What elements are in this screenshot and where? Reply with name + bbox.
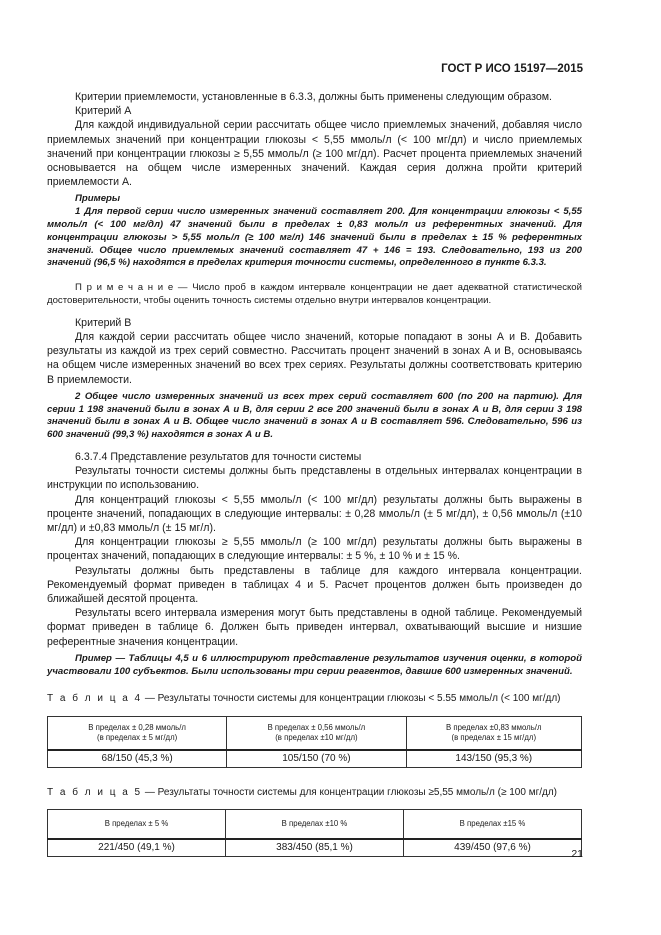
section-paragraph-5: Результаты всего интервала измерения могут быть представлены в одной таблице. Рекомендуемый формат приведен в таблице 6. Должен быть приведен интервал, охватывающий высшие и низшие референтные значения концентрации. — [47, 607, 582, 648]
table4-header-cell — [48, 716, 227, 750]
table4-header-line: (в пределах ±10 мг/дл) — [275, 732, 358, 742]
table-4 — [47, 716, 582, 768]
criterion-b-text: Для каждой серии рассчитать общее число значений, которые попадают в зоны А и В. Добавить результаты из каждой из трех серий совместно. Рассчитать процент значений в зонах А и В, основываясь на общем числе измеренных значений во всех трех сериях. Результаты должны соответствовать критерию В приемлемости. — [47, 331, 582, 386]
section-paragraph-3: Для концентрации глюкозы ≥ 5,55 ммоль/л (≥ 100 мг/дл) результаты должны быть выражены в процентах значений, попадающих в следующие интервалы: ± 5 %, ± 10 % и ± 15 %. — [47, 536, 582, 563]
table-5 — [47, 809, 582, 857]
table4-header-line: В пределах ±0,83 ммоль/л — [446, 722, 542, 732]
table4-label: Т а б л и ц а 4 — [47, 693, 143, 705]
table4-title: — Результаты точности системы для концентрации глюкозы < 5.55 ммоль/л (< 100 мг/дл) — [142, 693, 561, 705]
table4-header-row — [48, 716, 582, 750]
table5-value-cell: 439/450 (97,6 %) — [404, 839, 582, 857]
section-paragraph-1: Результаты точности системы должны быть представлены в отдельных интервалах концентрации в инструкции по использованию. — [47, 465, 582, 492]
note-label: П р и м е ч а н и е — [75, 282, 174, 294]
table5-value-cell: 221/450 (49,1 %) — [48, 839, 226, 857]
section-title: 6.3.7.4 Представление результатов для точности системы — [75, 451, 362, 463]
table4-header-line: В пределах ± 0,28 ммоль/л — [88, 722, 186, 732]
criterion-a-title: Критерий А — [75, 105, 132, 118]
table4-header-line: (в пределах ± 5 мг/дл) — [97, 732, 178, 742]
table5-label: Т а б л и ц а 5 — [47, 786, 143, 798]
table4-value-cell: 105/150 (70 %) — [227, 750, 406, 768]
examples-title: Примеры — [75, 193, 121, 205]
page-content — [47, 90, 582, 857]
section-paragraph-2: Для концентраций глюкозы < 5,55 ммоль/л (< 100 мг/дл) результаты должны быть выражены в проценте значений, попадающих в следующие интервалы: ± 0,28 ммоль/л (± 5 мг/дл), ± 0,56 ммоль/л (±10 мг/дл) и ±0,83 ммоль/л (± 15 мг/л). — [47, 493, 582, 535]
table4-header-cell — [227, 716, 406, 750]
intro-paragraph: Критерии приемлемости, установленные в 6.3.3, должны быть применены следующим образом. — [75, 91, 552, 103]
example-3: Пример — Таблицы 4,5 и 6 иллюстрируют представление результатов изучения оценки, в которой участвовали 100 субъектов. Были использованы три серии реагентов, давшие 600 измеренных значений. — [47, 652, 582, 677]
table4-value-cell: 68/150 (45,3 %) — [48, 750, 227, 768]
page-number: 21 — [571, 848, 583, 860]
section-paragraph-4: Результаты должны быть представлены в таблице для каждого интервала концентрации. Рекомендуемый формат приведен в таблицах 4 и 5. Расчет процентов должен быть произведен до ближайшей десятой процента. — [47, 564, 582, 606]
example-2: 2 Общее число измеренных значений из всех трех серий составляет 600 (по 200 на партию). Для серии 1 198 значений были в зонах А и В, для серии 2 все 200 значений были в зонах А и В, для серии 3 198 значений были в зонах А и В. Общее число значений в зонах А и В составляет 596. Следовательно, 596 из 600 значений (99,3 %) находятся в зонах А и В. — [47, 390, 582, 441]
criterion-a-text: Для каждой индивидуальной серии рассчитать общее число приемлемых значений, добавляя число приемлемых значений при концентрации глюкозы < 5,55 ммоль/л (< 100 мг/дл) и число приемлемых значений при концентрации глюкозы ≥ 5,55 ммоль/л (≥ 100 мг/дл). Расчет процента приемлемых значений основывается на общем числе измеренных значений. Каждая серия должна пройти критерий приемлемости А. — [47, 119, 582, 189]
table4-header-line: (в пределах ± 15 мг/дл) — [451, 732, 537, 742]
table4-value-cell: 143/150 (95,3 %) — [406, 750, 581, 768]
table4-header-cell — [406, 716, 581, 750]
table4-caption — [47, 692, 582, 706]
table5-caption — [47, 786, 582, 800]
table5-header-cell: В пределах ± 5 % — [48, 810, 226, 840]
table5-value-cell: 383/450 (85,1 %) — [226, 839, 404, 857]
table5-header-cell: В пределах ±10 % — [226, 810, 404, 840]
table4-value-row — [48, 750, 582, 768]
example-1: 1 Для первой серии число измеренных значений составляет 200. Для концентрации глюкозы < 5,55 ммоль/л (< 100 мг/дл) 47 значений были в пределах ± 0,83 моль/л из референтных значений. Для концентрации глюкозы > 5,55 моль/л (≥ 100 мг/л) 146 значений были в пределах ± 15 % референтных значений. Общее число приемлемых значений составляет 47 + 146 = 193. Следовательно, 193 из 200 значений (96,5 %) находятся в пределах критерия точности системы, определенного в пункте 6.3.3. — [47, 206, 582, 269]
table5-value-row — [48, 839, 582, 857]
standard-header: ГОСТ Р ИСО 15197—2015 — [441, 63, 583, 75]
criterion-b-title: Критерий В — [75, 316, 132, 329]
table5-header-cell: В пределах ±15 % — [404, 810, 582, 840]
table4-header-line: В пределах ± 0,56 ммоль/л — [267, 722, 366, 732]
note-text: — Число проб в каждом интервале концентрации не дает адекватной статистической достоверительности, чтобы оценить точность системы отдельно внутри интервалов концентрации. — [47, 282, 582, 306]
table5-title: — Результаты точности системы для концентрации глюкозы ≥5,55 ммоль/л (≥ 100 мг/дл) — [142, 786, 558, 798]
note — [47, 282, 582, 308]
table5-header-row — [48, 810, 582, 840]
